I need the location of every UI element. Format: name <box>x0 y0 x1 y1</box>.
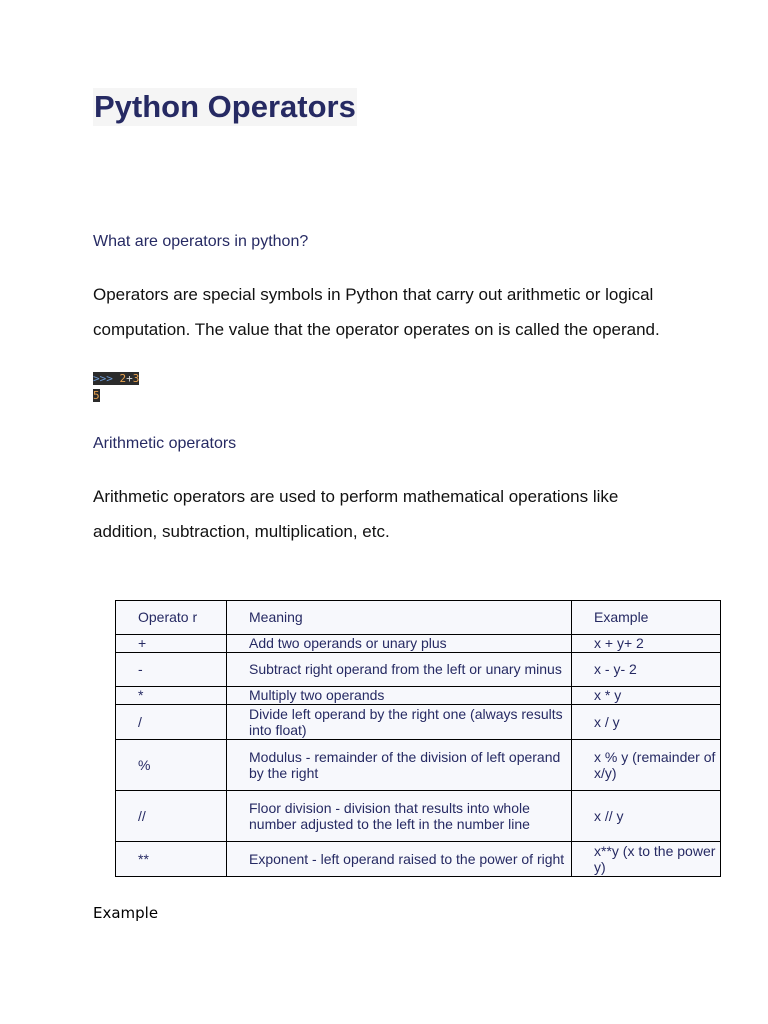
example-label: Example <box>93 904 159 922</box>
operator-cell: % <box>116 740 227 791</box>
page-title: Python Operators <box>94 89 356 124</box>
table-row <box>116 740 721 791</box>
operator-cell: * <box>116 687 227 705</box>
code-output: 5 <box>93 389 100 402</box>
meaning-cell: Divide left operand by the right one (always results into float) <box>227 705 572 740</box>
table-row <box>116 842 721 877</box>
arithmetic-paragraph <box>93 479 733 549</box>
example-cell: x**y (x to the power y) <box>572 842 721 877</box>
operator-cell: - <box>116 653 227 687</box>
code-operator: + <box>126 372 133 385</box>
table-row <box>116 705 721 740</box>
section-heading-arithmetic: Arithmetic operators <box>93 435 237 452</box>
intro-line-2: computation. The value that the operator operates on is called the operand. <box>93 320 660 339</box>
example-cell: x / y <box>572 705 721 740</box>
table-header-row <box>116 601 721 635</box>
arithmetic-line-1: Arithmetic operators are used to perform mathematical operations like <box>93 487 619 506</box>
code-output-line <box>93 387 139 404</box>
meaning-cell: Exponent - left operand raised to the power of right <box>227 842 572 877</box>
meaning-cell: Modulus - remainder of the division of left operand by the right <box>227 740 572 791</box>
operator-cell: ** <box>116 842 227 877</box>
example-cell: x + y+ 2 <box>572 635 721 653</box>
example-cell: x // y <box>572 791 721 842</box>
table-row <box>116 791 721 842</box>
intro-line-1: Operators are special symbols in Python that carry out arithmetic or logical <box>93 285 654 304</box>
meaning-cell: Floor division - division that results into whole number adjusted to the left in the number line <box>227 791 572 842</box>
section-heading-operators: What are operators in python? <box>93 233 309 250</box>
code-input-line <box>93 370 139 387</box>
example-cell: x * y <box>572 687 721 705</box>
operators-table <box>115 600 721 877</box>
arithmetic-line-2: addition, subtraction, multiplication, etc. <box>93 522 390 541</box>
code-right-operand: 3 <box>132 372 140 385</box>
meaning-cell: Add two operands or unary plus <box>227 635 572 653</box>
operator-cell: + <box>116 635 227 653</box>
operator-cell: / <box>116 705 227 740</box>
header-operator: Operato r <box>116 601 227 635</box>
table-row <box>116 653 721 687</box>
operator-cell: // <box>116 791 227 842</box>
header-meaning: Meaning <box>227 601 572 635</box>
table-row <box>116 635 721 653</box>
example-cell: x % y (remainder of x/y) <box>572 740 721 791</box>
meaning-cell: Multiply two operands <box>227 687 572 705</box>
code-snippet <box>93 370 139 404</box>
table-row <box>116 687 721 705</box>
meaning-cell: Subtract right operand from the left or unary minus <box>227 653 572 687</box>
code-prompt: >>> <box>93 372 120 385</box>
code-left-operand: 2 <box>119 372 127 385</box>
example-cell: x - y- 2 <box>572 653 721 687</box>
header-example: Example <box>572 601 721 635</box>
intro-paragraph <box>93 277 733 347</box>
